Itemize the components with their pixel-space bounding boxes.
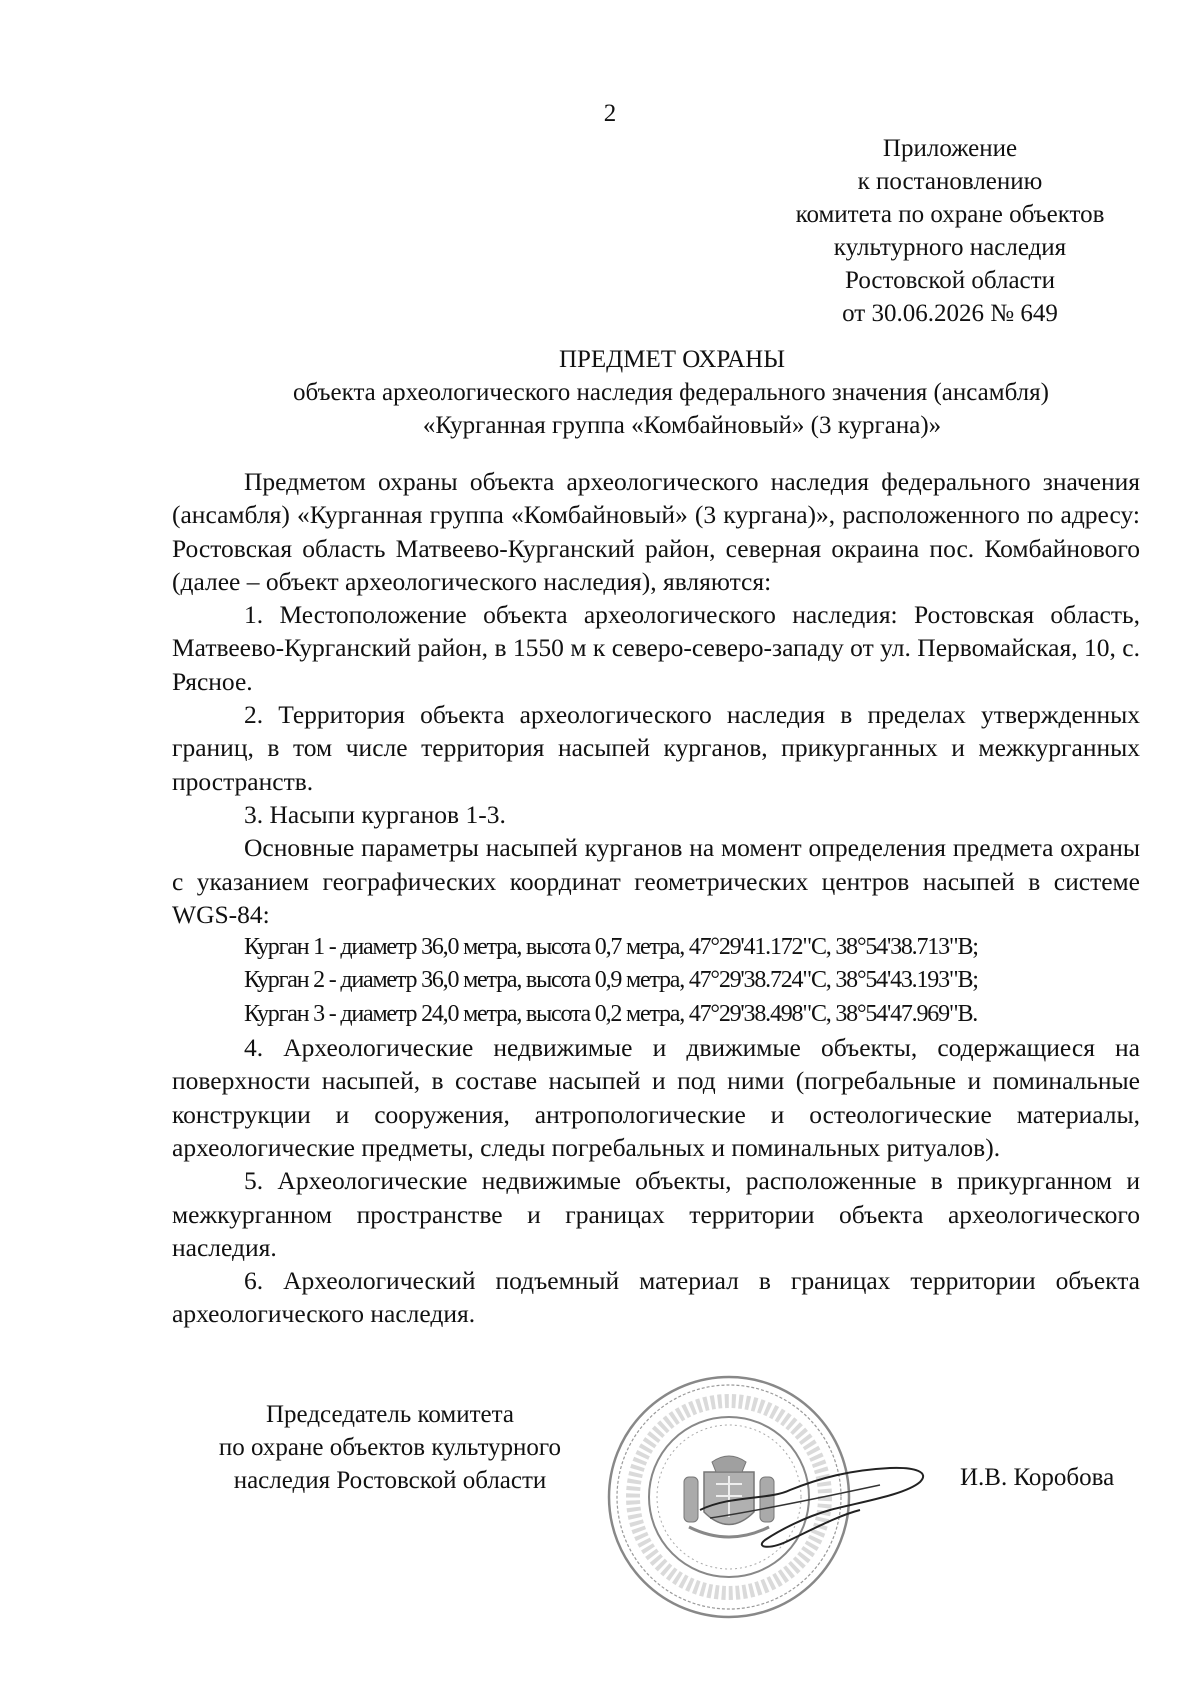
item-4-paragraph: 4. Археологические недвижимые и движимые объекты, содержащиеся на поверхности насыпей, в составе насыпей и под ними (погребальные и поминальные конструкции и сооружения, антропологические и остеологические материалы, археологические предметы, следы погребальных и поминальных ритуалов). — [172, 1033, 1140, 1162]
item-6-paragraph: 6. Археологический подъемный материал в границах территории объекта археологического наследия. — [172, 1266, 1140, 1329]
item-1-paragraph: 1. Местоположение объекта археологического наследия: Ростовская область, Матвеево-Курганский район, в 1550 м к северо-северо-западу от ул. Первомайская, 10, с. Рясное. — [172, 600, 1140, 696]
kurgan-3-line: Курган 3 - диаметр 24,0 метра, высота 0,2 метра, 47°29'38.498"С, 38°54'47.969"В. — [244, 1000, 978, 1027]
signatory-title-line: наследия Ростовской области — [233, 1467, 547, 1494]
appendix-line: культурного наследия — [833, 234, 1067, 261]
kurgan-2-line: Курган 2 - диаметр 36,0 метра, высота 0,9 метра, 47°29'38.724"С, 38°54'43.193"В; — [244, 967, 978, 994]
appendix-line: Ростовской области — [845, 267, 1055, 294]
appendix-line: к постановлению — [857, 168, 1043, 195]
signatory-title-line: Председатель комитета — [266, 1401, 514, 1428]
intro-paragraph: Предметом охраны объекта археологического наследия федерального значения (ансамбля) «Курганная группа «Комбайновый» (3 кургана)», расположенного по адресу: Ростовская область Матвеево-Курганский район, северная окраина пос. Комбайнового (далее – объект археологического наследия), являются: — [172, 467, 1140, 596]
signatory-title — [160, 1398, 620, 1497]
params-intro-paragraph: Основные параметры насыпей курганов на момент определения предмета охраны с указанием географических координат геометрических центров насыпей в системе WGS-84: — [172, 833, 1140, 929]
title-subtitle: объекта археологического наследия федерального значения (ансамбля) — [293, 379, 1049, 406]
handwritten-signature — [690, 1440, 940, 1560]
appendix-line: комитета по охране объектов — [795, 201, 1105, 228]
appendix-date-line: от 30.06.2026 № 649 — [842, 300, 1058, 327]
title-object-name: «Курганная группа «Комбайновый» (3 кургана)» — [422, 412, 942, 439]
document-title — [170, 343, 1170, 442]
signatory-title-line: по охране объектов культурного — [218, 1434, 562, 1461]
item-2-paragraph: 2. Территория объекта археологического наследия в пределах утвержденных границ, в том числе территория насыпей курганов, прикурганных и межкурганных пространств. — [172, 700, 1140, 796]
kurgan-1-line: Курган 1 - диаметр 36,0 метра, высота 0,7 метра, 47°29'41.172"С, 38°54'38.713"В; — [244, 934, 978, 961]
page-number: 2 — [603, 100, 617, 127]
signatory-name: И.В. Коробова — [960, 1464, 1115, 1491]
appendix-block — [760, 132, 1140, 330]
title-heading: ПРЕДМЕТ ОХРАНЫ — [558, 346, 786, 373]
item-3-paragraph: 3. Насыпи курганов 1-3. — [244, 799, 506, 829]
appendix-line: Приложение — [882, 135, 1018, 162]
item-5-paragraph: 5. Археологические недвижимые объекты, расположенные в прикурганном и межкурганном пространстве и границах территории объекта археологического наследия. — [172, 1166, 1140, 1262]
document-body — [172, 465, 1140, 1331]
